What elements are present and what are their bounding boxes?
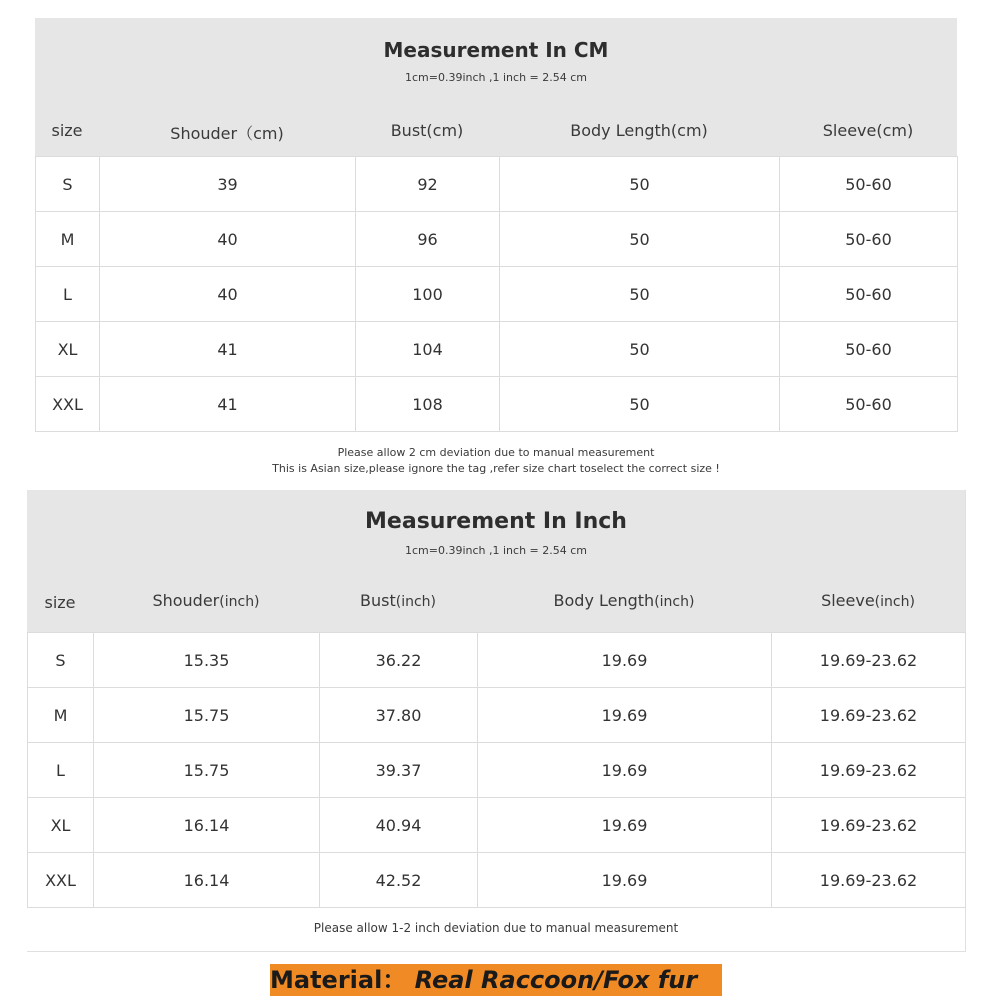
material-label: Material： — [270, 966, 407, 994]
inch-header-sleeve — [771, 591, 965, 610]
sleeve-cell: 50-60 — [780, 267, 958, 322]
shoulder-cell: 41 — [100, 322, 356, 377]
table-row — [36, 377, 958, 432]
material-value: Real Raccoon/Fox fur — [414, 966, 698, 994]
inch-deviation-note: Please allow 1-2 inch deviation due to manual measurement — [313, 921, 679, 935]
size-cell: XL — [36, 322, 100, 377]
bust-cell: 100 — [356, 267, 500, 322]
table-row — [28, 633, 966, 688]
inch-conversion-note: 1cm=0.39inch ,1 inch = 2.54 cm — [404, 544, 587, 557]
inch-chart-header — [27, 490, 965, 632]
cm-header-shoulder: Shouder（cm) — [170, 124, 284, 143]
size-cell: S — [36, 157, 100, 212]
body-length-cell: 50 — [500, 157, 780, 212]
shoulder-cell: 15.75 — [94, 743, 320, 798]
shoulder-cell: 15.35 — [94, 633, 320, 688]
cm-chart-title: Measurement In CM — [383, 38, 609, 62]
table-row — [28, 798, 966, 853]
inch-header-body-length — [477, 591, 771, 610]
cm-header-bust: Bust(cm) — [390, 121, 464, 140]
size-cell: XL — [28, 798, 94, 853]
sleeve-cell: 19.69-23.62 — [772, 633, 966, 688]
cm-conversion-note: 1cm=0.39inch ,1 inch = 2.54 cm — [404, 71, 587, 84]
inch-header-size-label: size — [44, 593, 76, 612]
inch-unit-label: (inch) — [395, 594, 436, 610]
bust-cell: 40.94 — [320, 798, 478, 853]
sleeve-cell: 19.69-23.62 — [772, 798, 966, 853]
inch-header-bust-label: Bust — [360, 591, 396, 610]
shoulder-cell: 39 — [100, 157, 356, 212]
table-row — [36, 212, 958, 267]
table-row — [36, 322, 958, 377]
size-cell: S — [28, 633, 94, 688]
bust-cell: 37.80 — [320, 688, 478, 743]
size-cell: M — [28, 688, 94, 743]
bust-cell: 92 — [356, 157, 500, 212]
inch-header-bust — [319, 591, 477, 610]
asian-size-note: This is Asian size,please ignore the tag ,refer size chart toselect the correct size ! — [272, 462, 720, 475]
shoulder-cell: 40 — [100, 212, 356, 267]
sleeve-cell: 19.69-23.62 — [772, 688, 966, 743]
inch-unit-label: (inch) — [219, 594, 260, 610]
shoulder-cell: 16.14 — [94, 853, 320, 908]
table-row — [28, 743, 966, 798]
table-row — [36, 157, 958, 212]
sleeve-cell: 19.69-23.62 — [772, 743, 966, 798]
inch-header-body-length-label: Body Length — [553, 591, 655, 610]
cm-header-sleeve: Sleeve(cm) — [822, 121, 914, 140]
cm-header-body-length: Body Length(cm) — [570, 121, 708, 140]
table-row — [36, 267, 958, 322]
inch-header-shoulder — [93, 591, 319, 610]
table-row — [28, 853, 966, 908]
body-length-cell: 50 — [500, 267, 780, 322]
inch-unit-label: (inch) — [654, 594, 695, 610]
size-cell: XXL — [28, 853, 94, 908]
sleeve-cell: 50-60 — [780, 157, 958, 212]
inch-header-size — [27, 593, 93, 612]
sleeve-cell: 50-60 — [780, 377, 958, 432]
body-length-cell: 50 — [500, 212, 780, 267]
body-length-cell: 19.69 — [478, 853, 772, 908]
inch-chart-title: Measurement In Inch — [365, 509, 627, 534]
body-length-cell: 19.69 — [478, 798, 772, 853]
sleeve-cell: 50-60 — [780, 212, 958, 267]
body-length-cell: 19.69 — [478, 633, 772, 688]
shoulder-cell: 15.75 — [94, 688, 320, 743]
size-cell: XXL — [36, 377, 100, 432]
material-banner — [270, 964, 722, 996]
inch-header-sleeve-label: Sleeve — [821, 591, 875, 610]
inch-size-chart — [27, 490, 966, 952]
body-length-cell: 50 — [500, 377, 780, 432]
body-length-cell: 19.69 — [478, 688, 772, 743]
bust-cell: 36.22 — [320, 633, 478, 688]
shoulder-cell: 41 — [100, 377, 356, 432]
size-cell: M — [36, 212, 100, 267]
size-cell: L — [36, 267, 100, 322]
sleeve-cell: 19.69-23.62 — [772, 853, 966, 908]
bust-cell: 108 — [356, 377, 500, 432]
inch-unit-label: (inch) — [874, 594, 915, 610]
body-length-cell: 19.69 — [478, 743, 772, 798]
body-length-cell: 50 — [500, 322, 780, 377]
cm-header-size: size — [51, 121, 83, 140]
cm-deviation-note: Please allow 2 cm deviation due to manual measurement — [337, 446, 655, 459]
shoulder-cell: 40 — [100, 267, 356, 322]
cm-chart-header — [35, 18, 957, 156]
shoulder-cell: 16.14 — [94, 798, 320, 853]
cm-size-chart — [35, 18, 957, 484]
bust-cell: 42.52 — [320, 853, 478, 908]
bust-cell: 96 — [356, 212, 500, 267]
cm-data-table — [35, 156, 958, 432]
size-cell: L — [28, 743, 94, 798]
inch-data-table — [27, 632, 966, 908]
inch-header-shoulder-label: Shouder — [152, 591, 220, 610]
bust-cell: 39.37 — [320, 743, 478, 798]
table-row — [28, 688, 966, 743]
sleeve-cell: 50-60 — [780, 322, 958, 377]
bust-cell: 104 — [356, 322, 500, 377]
